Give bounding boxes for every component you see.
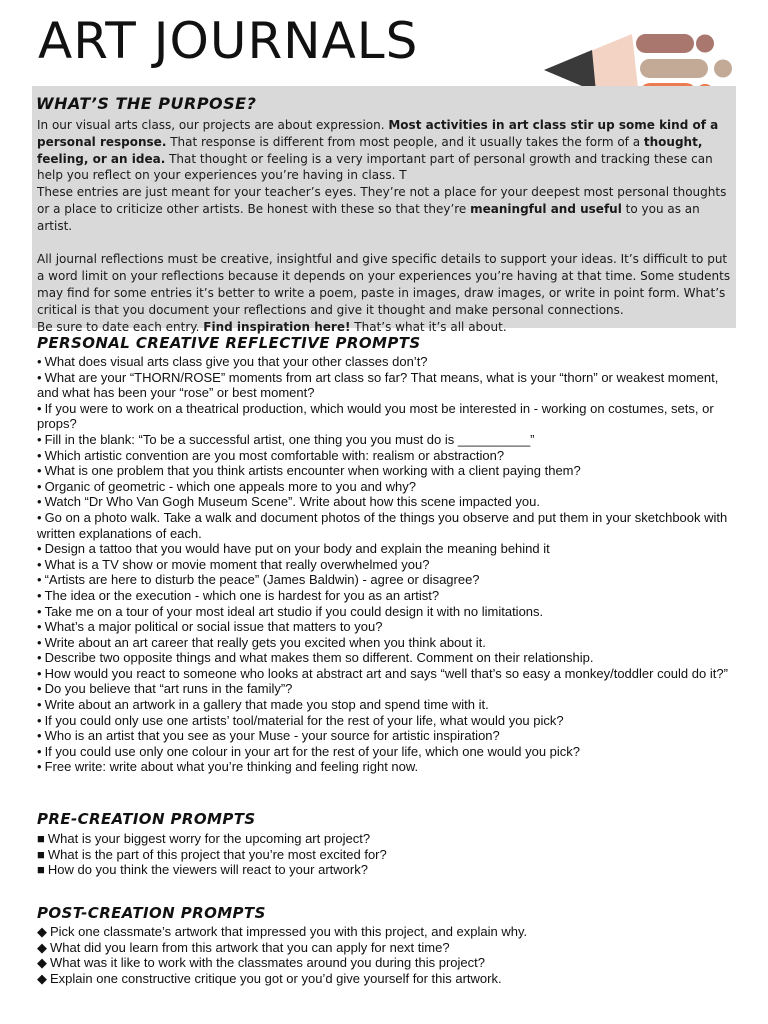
- list-item: [37, 847, 737, 863]
- bullet-icon: •: [37, 665, 42, 681]
- post-creation-heading: POST-CREATION PROMPTS: [37, 904, 266, 922]
- list-item: [37, 666, 737, 682]
- purpose-paragraph-1: [37, 117, 733, 184]
- bullet-icon: ◆: [37, 939, 47, 955]
- list-item-text: Do you believe that “art runs in the family”?: [44, 681, 293, 697]
- list-item: [37, 401, 737, 432]
- list-item-text: How would you react to someone who looks at abstract art and says “well that’s so easy a monkey/toddler could do it?”: [44, 665, 728, 681]
- list-item-text: What is the part of this project that you’re most excited for?: [47, 846, 387, 862]
- purpose-heading: WHAT’S THE PURPOSE?: [36, 94, 257, 113]
- pencil-stripe-1: [636, 34, 694, 53]
- list-item-text: Who is an artist that you see as your Muse - your source for artistic inspiration?: [44, 728, 500, 744]
- purpose-paragraph-3: All journal reflections must be creative, insightful and give specific details to support your ideas. It’s difficult to put a word limit on your reflections because it depends on your experiences you’re having at that time. Some students may find for some entries it’s better to write a poem, paste in images, draw images, or write in point form. What’s critical is that you document your reflections and give it thought and make personal connections.: [37, 252, 731, 317]
- purpose-text: [37, 117, 733, 335]
- purpose-text-run: That’s what it’s all about.: [350, 319, 507, 334]
- purpose-text-run: That thought or feeling is a very important part of personal growth and tracking these can help you reflect on your experiences you’re having in class. T: [37, 151, 713, 183]
- bullet-icon: •: [37, 728, 42, 744]
- list-item: [37, 697, 737, 713]
- pencil-dot-1: [696, 35, 714, 53]
- list-item-text: Pick one classmate’s artwork that impressed you with this project, and explain why.: [50, 924, 528, 939]
- bullet-icon: •: [37, 759, 42, 775]
- bullet-icon: ◆: [37, 970, 47, 986]
- purpose-bold-run: meaningful and useful: [470, 201, 622, 216]
- list-item: [37, 862, 737, 878]
- list-item-text: If you could only use one artists’ tool/material for the rest of your life, what would you pick?: [44, 712, 564, 728]
- purpose-text-run: Be sure to date each entry.: [37, 319, 204, 334]
- list-item-text: What’s a major political or social issue that matters to you?: [44, 619, 383, 635]
- pre-creation-heading: PRE-CREATION PROMPTS: [37, 810, 256, 828]
- list-item-text: What is one problem that you think artists encounter when working with a client paying them?: [44, 463, 581, 479]
- list-item-text: Watch “Dr Who Van Gogh Museum Scene”. Write about how this scene impacted you.: [44, 494, 540, 510]
- list-item: [37, 681, 737, 697]
- page-title: ART JOURNALS: [38, 12, 419, 70]
- purpose-paragraph-2: [37, 184, 733, 234]
- purpose-text-run: In our visual arts class, our projects are about expression.: [37, 118, 389, 132]
- pre-creation-list: [37, 831, 737, 878]
- list-item: [37, 557, 737, 573]
- list-item: [37, 370, 737, 401]
- list-item: [37, 831, 737, 847]
- purpose-text-run: That response is different from most people, and it usually takes the form of a: [166, 134, 644, 149]
- list-item: [37, 955, 737, 971]
- bullet-icon: •: [37, 494, 42, 510]
- list-item: [37, 728, 737, 744]
- bullet-icon: •: [37, 697, 42, 713]
- list-item: [37, 463, 737, 479]
- bullet-icon: •: [37, 447, 42, 463]
- bullet-icon: •: [37, 587, 42, 603]
- list-item-text: The idea or the execution - which one is hardest for you as an artist?: [44, 587, 440, 603]
- purpose-paragraph-4: [37, 319, 733, 336]
- bullet-icon: •: [37, 619, 42, 635]
- list-item: [37, 940, 737, 956]
- purpose-bold-run: thought, feeling, or an idea.: [37, 134, 703, 166]
- list-item-text: How do you think the viewers will react to your artwork?: [47, 862, 368, 878]
- bullet-icon: •: [37, 634, 42, 650]
- list-item-text: Write about an art career that really gets you excited when you think about it.: [44, 634, 486, 650]
- list-item-text: If you could use only one colour in your art for the rest of your life, which one would you pick?: [44, 743, 581, 759]
- list-item-text: Take me on a tour of your most ideal art studio if you could design it with no limitations.: [44, 603, 544, 619]
- bullet-icon: •: [37, 603, 42, 619]
- list-item: [37, 650, 737, 666]
- bullet-icon: •: [37, 463, 42, 479]
- bullet-icon: •: [37, 712, 42, 728]
- list-item: [37, 494, 737, 510]
- bullet-icon: •: [37, 681, 42, 697]
- personal-prompts-heading: PERSONAL CREATIVE REFLECTIVE PROMPTS: [37, 334, 421, 352]
- list-item-text: What did you learn from this artwork that you can apply for next time?: [50, 939, 450, 955]
- bullet-icon: •: [37, 556, 42, 572]
- list-item: [37, 635, 737, 651]
- list-item-text: If you were to work on a theatrical production, which would you most be interested in - working on costumes, sets, or props?: [37, 400, 714, 432]
- list-item: [37, 479, 737, 495]
- bullet-icon: •: [37, 509, 42, 525]
- list-item-text: What was it like to work with the classmates around you during this project?: [50, 955, 485, 971]
- list-item-text: Explain one constructive critique you got or you’d give yourself for this artwork.: [50, 970, 502, 986]
- list-item: [37, 572, 737, 588]
- list-item: [37, 924, 737, 940]
- bullet-icon: •: [37, 369, 42, 385]
- purpose-bold-run: Find inspiration here!: [203, 319, 351, 334]
- list-item-text: Free write: write about what you’re thinking and feeling right now.: [44, 759, 419, 775]
- list-item: [37, 619, 737, 635]
- list-item-text: Design a tattoo that you would have put on your body and explain the meaning behind it: [44, 541, 550, 557]
- list-item: [37, 713, 737, 729]
- list-item: [37, 971, 737, 987]
- bullet-icon: •: [37, 400, 42, 416]
- bullet-icon: •: [37, 650, 42, 666]
- bullet-icon: ◆: [37, 924, 47, 939]
- personal-prompts-list: [37, 354, 737, 775]
- list-item: [37, 541, 737, 557]
- purpose-bold-run: Most activities in art class stir up some kind of a personal response.: [37, 118, 719, 149]
- list-item-text: What does visual arts class give you that your other classes don’t?: [44, 354, 428, 369]
- list-item: [37, 448, 737, 464]
- list-item-text: Fill in the blank: “To be a successful artist, one thing you you must do is __________”: [44, 431, 535, 447]
- post-creation-list: [37, 924, 737, 986]
- pencil-dot-2: [714, 60, 732, 78]
- bullet-icon: •: [37, 743, 42, 759]
- pencil-stripe-2: [640, 59, 708, 78]
- list-item-text: Go on a photo walk. Take a walk and document photos of the things you observe and put them in your sketchbook with written explanations of each.: [37, 509, 728, 541]
- list-item: [37, 604, 737, 620]
- bullet-icon: •: [37, 541, 42, 557]
- list-item-text: “Artists are here to disturb the peace” (James Baldwin) - agree or disagree?: [44, 572, 480, 588]
- list-item-text: Write about an artwork in a gallery that made you stop and spend time with it.: [44, 697, 489, 713]
- list-item: [37, 354, 737, 370]
- list-item: [37, 759, 737, 775]
- bullet-icon: •: [37, 354, 42, 369]
- list-item-text: Which artistic convention are you most comfortable with: realism or abstraction?: [44, 447, 505, 463]
- list-item-text: What is a TV show or movie moment that really overwhelmed you?: [44, 556, 430, 572]
- list-item: [37, 744, 737, 760]
- bullet-icon: •: [37, 478, 42, 494]
- purpose-text-run: These entries are just meant for your teacher’s eyes. They’re not a place for your deepest most personal thoughts or a place to criticize other artists. Be honest with these so that they’re: [37, 185, 727, 216]
- list-item-text: Organic of geometric - which one appeals more to you and why?: [44, 478, 416, 494]
- bullet-icon: ■: [37, 862, 45, 878]
- bullet-icon: •: [37, 572, 42, 588]
- list-item-text: Describe two opposite things and what makes them so different. Comment on their relationship.: [44, 650, 594, 666]
- bullet-icon: •: [37, 431, 42, 447]
- list-item: [37, 588, 737, 604]
- list-item-text: What are your “THORN/ROSE” moments from art class so far? That means, what is your “thorn” or weakest moment, and what has been your “rose” or best moment?: [37, 369, 719, 401]
- purpose-text-run: to you as an artist.: [37, 201, 700, 233]
- bullet-icon: ■: [37, 846, 45, 862]
- bullet-icon: ◆: [37, 955, 47, 971]
- list-item-text: What is your biggest worry for the upcoming art project?: [47, 831, 371, 846]
- bullet-icon: ■: [37, 831, 45, 846]
- list-item: [37, 432, 737, 448]
- list-item: [37, 510, 737, 541]
